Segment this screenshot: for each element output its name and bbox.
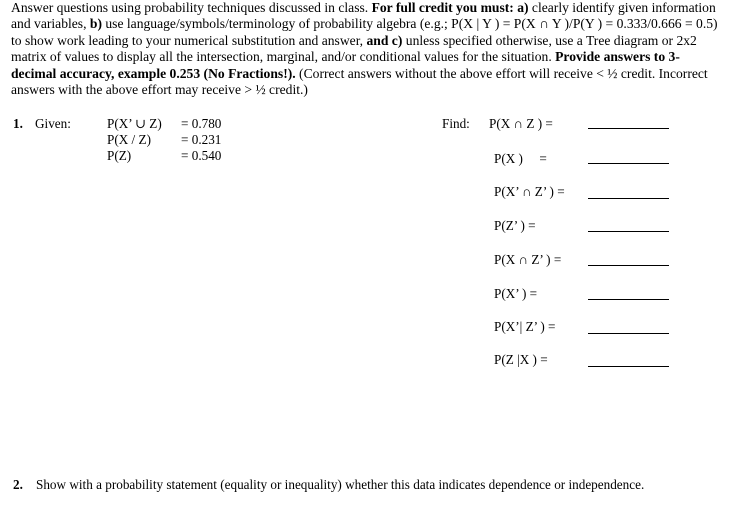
instructions-bold: For full credit you must: a) <box>371 0 529 15</box>
given-value: = 0.231 <box>181 132 222 147</box>
instructions-bold: b) <box>89 16 102 32</box>
answer-blank[interactable] <box>588 265 669 266</box>
find-label: Find: <box>442 116 470 131</box>
given-value: = 0.780 <box>181 116 222 131</box>
question-text: Show with a probability statement (equality or inequality) whether this data indicates dependence or independence. <box>36 477 645 492</box>
given-expr: P(Z) <box>107 148 132 163</box>
answer-blank[interactable] <box>588 333 669 334</box>
answer-blank[interactable] <box>588 366 669 367</box>
find-expr: P(Z |X ) = <box>494 352 548 367</box>
instructions-text: unless specified otherwise, use a Tree diagram or 2x2 matrix of values to display all the intersection, marginal, and/or conditional values for the situation. <box>11 32 697 65</box>
instructions-bold: and c) <box>366 32 403 48</box>
find-expr: P(X ∩ Z’ ) = <box>494 252 562 267</box>
given-expr: P(X / Z) <box>107 132 151 147</box>
instructions-text: clearly identify given information and variables, <box>11 0 716 32</box>
instructions-text: use language/symbols/terminology of probability algebra (e.g.; P(X | Y ) = P(X ∩ Y )/P(Y ) = 0.333/0.666 = 0.5) to show work leading to your numerical substitution and answer, <box>11 16 718 48</box>
find-expr: P(X’ ∩ Z’ ) = <box>494 184 565 199</box>
instructions-text: Answer questions using probability techniques discussed in class. <box>11 0 372 15</box>
find-expr: P(X’| Z’ ) = <box>494 319 556 334</box>
answer-blank[interactable] <box>588 163 669 164</box>
find-expr: P(Z’ ) = <box>494 218 536 233</box>
instructions-text: (Correct answers without the above effort will receive < ½ credit. Incorrect answers with the above effort may receive > ½ credit.) <box>11 65 708 98</box>
answer-blank[interactable] <box>588 198 669 199</box>
instructions-bold: Provide answers to 3-decimal accuracy, example 0.253 (No Fractions!). <box>11 49 680 81</box>
answer-blank[interactable] <box>588 299 669 300</box>
given-value: = 0.540 <box>181 148 222 163</box>
answer-blank[interactable] <box>588 231 669 232</box>
find-expr: P(X ∩ Z ) = <box>489 116 553 131</box>
find-expr: P(X ) = <box>494 151 547 166</box>
question-number: 1. <box>13 116 23 131</box>
question-number: 2. <box>13 477 23 492</box>
given-label: Given: <box>35 116 71 131</box>
find-expr: P(X’ ) = <box>494 286 538 301</box>
answer-blank[interactable] <box>588 128 669 129</box>
instructions-paragraph <box>11 0 723 98</box>
given-expr: P(X’ ∪ Z) <box>107 116 162 131</box>
